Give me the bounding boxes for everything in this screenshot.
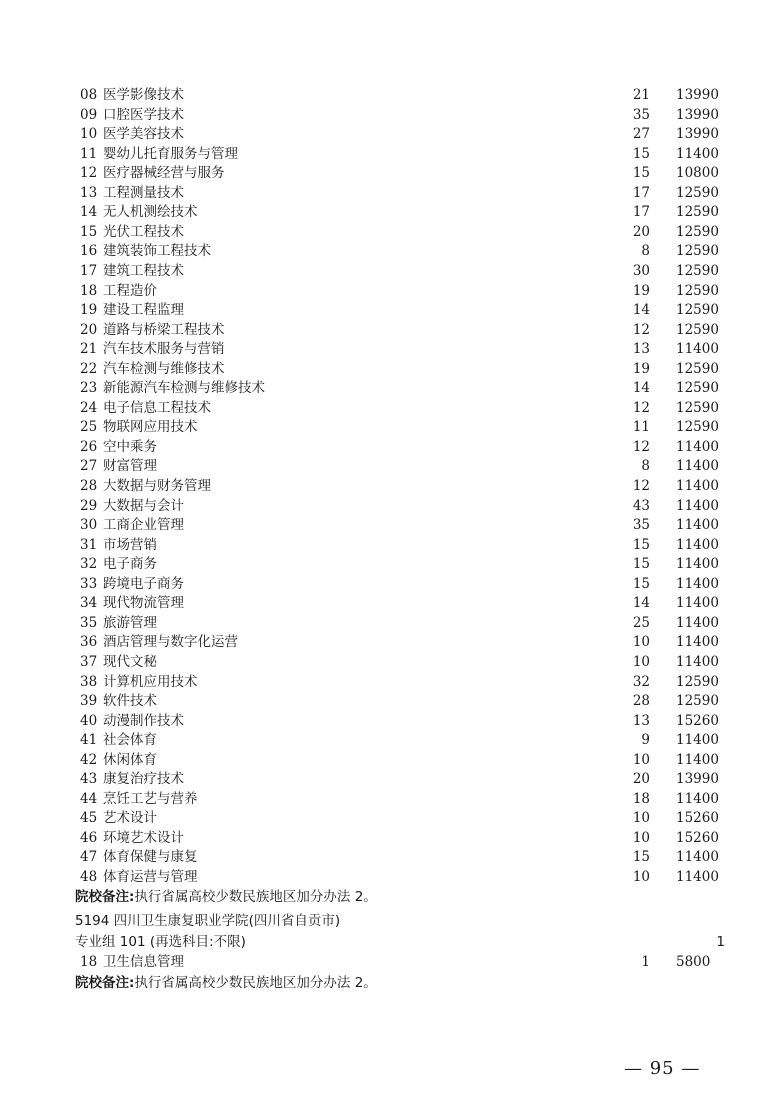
major-tuition: 12590 — [676, 321, 719, 338]
major-tuition: 15260 — [676, 810, 719, 827]
major-code: 34 — [80, 595, 98, 612]
major-code: 16 — [80, 243, 98, 260]
major-plan-count: 35 — [632, 517, 650, 534]
major-plan-count: 10 — [632, 634, 650, 651]
major-code: 18 — [80, 954, 98, 970]
major-row — [0, 594, 777, 614]
major-tuition: 11400 — [676, 145, 719, 162]
major-tuition: 13990 — [676, 106, 719, 123]
major-row — [0, 418, 777, 438]
major-code: 15 — [80, 223, 98, 240]
major-code: 26 — [80, 438, 98, 455]
major-plan-count: 12 — [632, 438, 650, 455]
major-name: 空中乘务 — [103, 438, 157, 455]
major-row — [0, 555, 777, 575]
major-plan-count: 13 — [632, 341, 650, 358]
major-plan-count: 14 — [632, 595, 650, 612]
major-name: 工商企业管理 — [103, 517, 184, 534]
major-name: 婴幼儿托育服务与管理 — [103, 145, 238, 162]
major-plan-count: 28 — [632, 693, 650, 710]
major-name: 动漫制作技术 — [103, 712, 184, 729]
major-row — [0, 809, 777, 829]
major-plan-count: 25 — [632, 614, 650, 631]
major-tuition: 11400 — [676, 556, 719, 573]
major-code: 48 — [80, 869, 98, 885]
major-row — [0, 712, 777, 732]
major-tuition: 11400 — [676, 634, 719, 651]
major-tuition: 12590 — [676, 243, 719, 260]
major-row — [0, 653, 777, 673]
major-tuition: 11400 — [676, 595, 719, 612]
major-code: 45 — [80, 810, 98, 827]
major-name: 旅游管理 — [103, 614, 157, 631]
major-row — [0, 223, 777, 243]
major-tuition: 11400 — [676, 438, 719, 455]
major-plan-count: 32 — [632, 673, 650, 690]
major-row — [0, 379, 777, 399]
major-tuition: 12590 — [676, 380, 719, 397]
major-name: 休闲体育 — [103, 751, 157, 768]
major-plan-count: 20 — [632, 771, 650, 788]
major-plan-count: 10 — [632, 751, 650, 768]
note-label: 院校备注: — [75, 975, 135, 991]
major-tuition: 10800 — [676, 165, 719, 182]
major-tuition: 11400 — [676, 536, 719, 553]
major-tuition: 12590 — [676, 302, 719, 319]
major-name: 酒店管理与数字化运营 — [103, 634, 238, 651]
major-name: 计算机应用技术 — [103, 673, 198, 690]
major-row — [0, 731, 777, 751]
major-tuition: 13990 — [676, 126, 719, 143]
major-name: 医学影像技术 — [103, 87, 184, 103]
major-row — [0, 790, 777, 810]
major-name: 无人机测绘技术 — [103, 204, 198, 221]
major-code: 46 — [80, 829, 98, 846]
major-row — [0, 282, 777, 302]
major-code: 25 — [80, 419, 98, 436]
major-code: 11 — [80, 145, 98, 162]
major-tuition: 11400 — [676, 790, 719, 807]
major-code: 23 — [80, 380, 98, 397]
major-name: 医学美容技术 — [103, 126, 184, 143]
major-plan-count: 15 — [632, 536, 650, 553]
major-plan-count: 15 — [632, 849, 650, 866]
major-name: 新能源汽车检测与维修技术 — [103, 380, 265, 397]
major-row — [0, 673, 777, 693]
major-code: 13 — [80, 184, 98, 201]
major-plan-count: 18 — [632, 790, 650, 807]
major-name: 卫生信息管理 — [103, 954, 184, 970]
major-name: 光伏工程技术 — [103, 223, 184, 240]
group-plan: 1 — [716, 934, 725, 950]
major-code: 47 — [80, 849, 98, 866]
major-row — [0, 575, 777, 595]
major-code: 35 — [80, 614, 98, 631]
major-row — [0, 633, 777, 653]
major-row — [0, 829, 777, 849]
major-plan-count: 30 — [632, 262, 650, 279]
major-row — [0, 457, 777, 477]
major-code: 20 — [80, 321, 98, 338]
major-row — [0, 848, 777, 868]
major-plan-count: 27 — [632, 126, 650, 143]
major-tuition: 11400 — [676, 575, 719, 592]
major-code: 38 — [80, 673, 98, 690]
major-row — [0, 242, 777, 262]
major-row — [0, 438, 777, 458]
major-tuition: 15260 — [676, 829, 719, 846]
major-code: 12 — [80, 165, 98, 182]
major-name: 体育运营与管理 — [103, 869, 198, 885]
major-tuition: 11400 — [676, 458, 719, 475]
major-row — [0, 953, 777, 973]
major-code: 18 — [80, 282, 98, 299]
major-name: 软件技术 — [103, 693, 157, 710]
major-plan-count: 8 — [641, 458, 650, 475]
note-text: 执行省属高校少数民族地区加分办法 2。 — [134, 975, 377, 991]
major-name: 现代物流管理 — [103, 595, 184, 612]
major-name: 大数据与会计 — [103, 497, 184, 514]
major-tuition: 11400 — [676, 341, 719, 358]
school-note — [75, 888, 377, 908]
major-plan-count: 11 — [632, 419, 650, 436]
major-code: 22 — [80, 360, 98, 377]
major-row — [0, 516, 777, 536]
major-name: 体育保健与康复 — [103, 849, 198, 866]
major-name: 汽车技术服务与营销 — [103, 341, 225, 358]
major-code: 37 — [80, 653, 98, 670]
page-number: — 95 — — [624, 1058, 701, 1079]
major-tuition: 12590 — [676, 262, 719, 279]
major-row — [0, 497, 777, 517]
major-plan-count: 14 — [632, 380, 650, 397]
major-plan-count: 19 — [632, 360, 650, 377]
major-name: 口腔医学技术 — [103, 106, 184, 123]
note-label: 院校备注: — [75, 889, 135, 905]
major-code: 28 — [80, 478, 98, 494]
major-code: 33 — [80, 575, 98, 592]
major-code: 17 — [80, 262, 98, 279]
major-plan-count: 12 — [632, 321, 650, 338]
group-label: 专业组 101 (再选科目:不限) — [75, 934, 246, 950]
major-tuition: 11400 — [676, 869, 719, 885]
major-name: 艺术设计 — [103, 810, 157, 827]
major-plan-count: 12 — [632, 478, 650, 494]
major-tuition: 11400 — [676, 614, 719, 631]
major-code: 42 — [80, 751, 98, 768]
major-tuition: 12590 — [676, 673, 719, 690]
major-tuition: 11400 — [676, 478, 719, 494]
major-row — [0, 145, 777, 165]
major-code: 41 — [80, 732, 98, 749]
major-tuition: 12590 — [676, 693, 719, 710]
major-code: 30 — [80, 517, 98, 534]
major-plan-count: 10 — [632, 810, 650, 827]
major-plan-count: 1 — [641, 954, 650, 970]
major-tuition: 11400 — [676, 653, 719, 670]
major-tuition: 12590 — [676, 184, 719, 201]
major-plan-count: 10 — [632, 869, 650, 885]
major-plan-count: 14 — [632, 302, 650, 319]
major-row — [0, 751, 777, 771]
major-tuition: 11400 — [676, 497, 719, 514]
major-row — [0, 536, 777, 556]
major-plan-count: 15 — [632, 165, 650, 182]
major-row — [0, 477, 777, 497]
major-name: 康复治疗技术 — [103, 771, 184, 788]
major-code: 44 — [80, 790, 98, 807]
major-name: 建设工程监理 — [103, 302, 184, 319]
major-tuition: 12590 — [676, 399, 719, 416]
major-row — [0, 770, 777, 790]
major-group-header — [75, 933, 775, 953]
major-code: 24 — [80, 399, 98, 416]
major-name: 市场营销 — [103, 536, 157, 553]
major-name: 财富管理 — [103, 458, 157, 475]
major-code: 31 — [80, 536, 98, 553]
major-plan-count: 15 — [632, 575, 650, 592]
school-title: 5194 四川卫生康复职业学院(四川省自贡市) — [75, 913, 341, 929]
major-plan-count: 15 — [632, 145, 650, 162]
major-tuition: 12590 — [676, 419, 719, 436]
school-note-2 — [75, 974, 377, 994]
major-plan-count: 15 — [632, 556, 650, 573]
major-code: 21 — [80, 341, 98, 358]
major-name: 环境艺术设计 — [103, 829, 184, 846]
major-code: 36 — [80, 634, 98, 651]
major-name: 电子商务 — [103, 556, 157, 573]
major-plan-count: 10 — [632, 653, 650, 670]
major-row — [0, 203, 777, 223]
major-row — [0, 360, 777, 380]
major-tuition: 12590 — [676, 223, 719, 240]
major-name: 现代文秘 — [103, 653, 157, 670]
major-tuition: 12590 — [676, 360, 719, 377]
major-code: 29 — [80, 497, 98, 514]
major-name: 社会体育 — [103, 732, 157, 749]
major-row — [0, 184, 777, 204]
major-plan-count: 12 — [632, 399, 650, 416]
major-plan-count: 19 — [632, 282, 650, 299]
major-tuition: 11400 — [676, 517, 719, 534]
major-name: 电子信息工程技术 — [103, 399, 211, 416]
major-code: 14 — [80, 204, 98, 221]
major-tuition: 15260 — [676, 712, 719, 729]
major-tuition: 11400 — [676, 732, 719, 749]
major-row — [0, 692, 777, 712]
major-row — [0, 301, 777, 321]
major-code: 32 — [80, 556, 98, 573]
major-name: 物联网应用技术 — [103, 419, 198, 436]
major-tuition: 13990 — [676, 87, 719, 103]
major-name: 医疗器械经营与服务 — [103, 165, 225, 182]
major-code: 40 — [80, 712, 98, 729]
major-row — [0, 164, 777, 184]
major-tuition: 5800 — [676, 954, 711, 970]
major-plan-count: 21 — [632, 87, 650, 103]
major-plan-count: 10 — [632, 829, 650, 846]
major-code: 09 — [80, 106, 98, 123]
major-row — [0, 321, 777, 341]
major-plan-count: 43 — [632, 497, 650, 514]
note-text: 执行省属高校少数民族地区加分办法 2。 — [134, 889, 377, 905]
major-name: 工程测量技术 — [103, 184, 184, 201]
major-plan-count: 17 — [632, 204, 650, 221]
major-name: 工程造价 — [103, 282, 157, 299]
major-row — [0, 399, 777, 419]
major-row — [0, 86, 777, 106]
major-row — [0, 262, 777, 282]
major-name: 建筑装饰工程技术 — [103, 243, 211, 260]
major-plan-count: 13 — [632, 712, 650, 729]
major-plan-count: 8 — [641, 243, 650, 260]
major-tuition: 11400 — [676, 849, 719, 866]
major-plan-count: 20 — [632, 223, 650, 240]
major-code: 43 — [80, 771, 98, 788]
major-plan-count: 17 — [632, 184, 650, 201]
major-plan-count: 35 — [632, 106, 650, 123]
major-tuition: 13990 — [676, 771, 719, 788]
major-tuition: 12590 — [676, 204, 719, 221]
major-row — [0, 614, 777, 634]
major-name: 建筑工程技术 — [103, 262, 184, 279]
major-code: 27 — [80, 458, 98, 475]
major-tuition: 11400 — [676, 751, 719, 768]
major-plan-count: 9 — [641, 732, 650, 749]
major-row — [0, 125, 777, 145]
major-row — [0, 340, 777, 360]
major-code: 10 — [80, 126, 98, 143]
major-row — [0, 106, 777, 126]
major-name: 烹饪工艺与营养 — [103, 790, 198, 807]
major-name: 道路与桥梁工程技术 — [103, 321, 225, 338]
major-name: 汽车检测与维修技术 — [103, 360, 225, 377]
major-code: 08 — [80, 87, 98, 103]
major-code: 39 — [80, 693, 98, 710]
major-name: 大数据与财务管理 — [103, 478, 211, 494]
major-code: 19 — [80, 302, 98, 319]
major-name: 跨境电子商务 — [103, 575, 184, 592]
major-tuition: 12590 — [676, 282, 719, 299]
major-row — [0, 868, 777, 888]
